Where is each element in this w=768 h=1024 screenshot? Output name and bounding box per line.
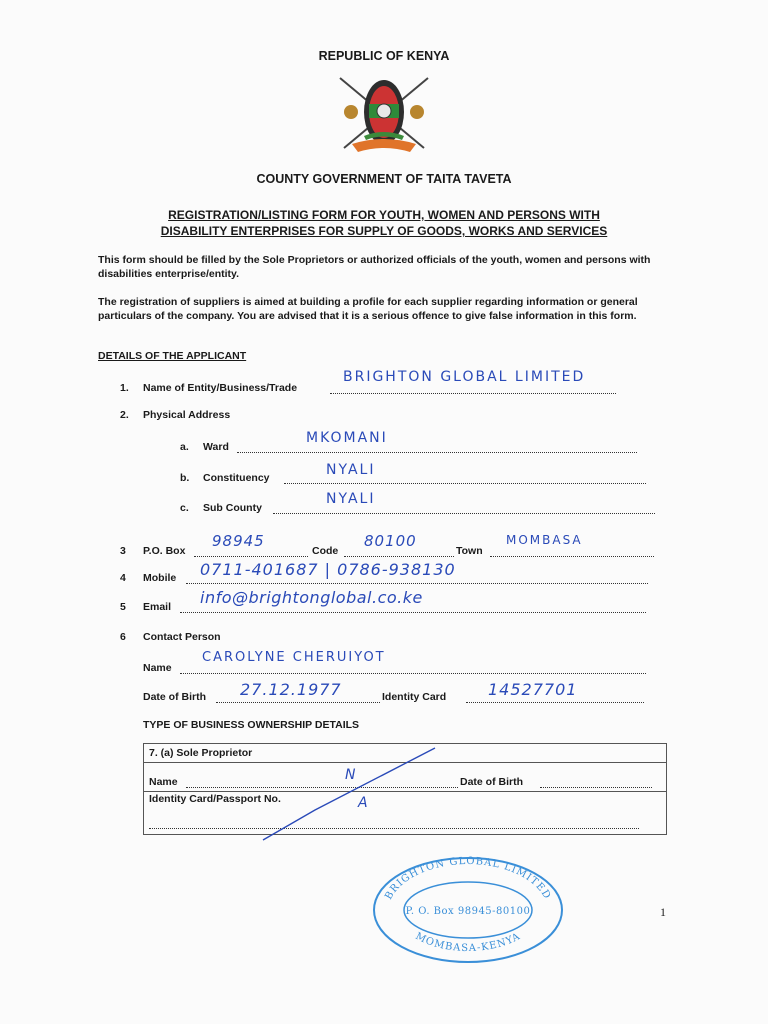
address-number: 2.: [120, 409, 129, 421]
applicant-section-heading: DETAILS OF THE APPLICANT: [98, 350, 247, 362]
identity-card-label: Identity Card: [382, 691, 447, 703]
subcounty-letter: c.: [180, 502, 189, 514]
dob-dotted-line: [216, 702, 380, 703]
coat-of-arms-icon: [318, 70, 450, 162]
mobile-number: 4: [120, 572, 126, 584]
form-title-line2: DISABILITY ENTERPRISES FOR SUPPLY OF GOODS, WORKS AND SERVICES: [160, 224, 608, 238]
ward-value[interactable]: MKOMANI: [306, 430, 388, 446]
code-value[interactable]: 80100: [364, 532, 417, 550]
entity-label: Name of Entity/Business/Trade: [143, 382, 298, 394]
town-label: Town: [456, 545, 483, 557]
subcounty-dotted-line: [273, 513, 655, 514]
stamp-top-text: BRIGHTON GLOBAL LIMITED: [383, 855, 553, 902]
county-heading: COUNTY GOVERNMENT OF TAITA TAVETA: [256, 172, 512, 186]
na-mark-a: A: [358, 795, 369, 811]
stamp-middle-text: P. O. Box 98945-80100: [405, 906, 531, 917]
code-label: Code: [312, 545, 339, 557]
email-number: 5: [120, 601, 126, 613]
identity-card-dotted-line: [466, 702, 644, 703]
email-label: Email: [143, 601, 172, 613]
identity-card-value[interactable]: 14527701: [488, 680, 578, 699]
not-applicable-strike-icon: [255, 740, 455, 845]
form-title-line1: REGISTRATION/LISTING FORM FOR YOUTH, WOMEN AND PERSONS WITH: [168, 208, 600, 222]
constituency-letter: b.: [180, 472, 190, 484]
address-label: Physical Address: [143, 409, 231, 421]
constituency-value[interactable]: NYALI: [326, 462, 376, 478]
entity-dotted-line: [330, 393, 616, 394]
po-number: 3: [120, 545, 126, 557]
ownership-heading: TYPE OF BUSINESS OWNERSHIP DETAILS: [143, 719, 360, 731]
intro-paragraph-2: The registration of suppliers is aimed at building a profile for each supplier regarding information or general particulars of the company. You are advised that it is a serious offence to give false information in this form.: [98, 296, 638, 322]
subcounty-value[interactable]: NYALI: [326, 491, 376, 507]
na-mark-n: N: [345, 767, 357, 783]
svg-text:MOMBASA-KENYA: [413, 931, 522, 954]
sole-id-label: Identity Card/Passport No.: [149, 793, 281, 805]
mobile-label: Mobile: [143, 572, 177, 584]
town-value[interactable]: MOMBASA: [506, 533, 583, 547]
page-number: 1: [660, 905, 666, 919]
dob-label: Date of Birth: [143, 691, 206, 703]
code-dotted-line: [344, 556, 454, 557]
constituency-label: Constituency: [203, 472, 270, 484]
sole-dob-dotted-line: [540, 787, 652, 788]
company-stamp-icon: [370, 852, 566, 964]
contact-name-dotted-line: [180, 673, 646, 674]
entity-number: 1.: [120, 382, 129, 394]
dob-value[interactable]: 27.12.1977: [240, 680, 342, 699]
sole-proprietor-label: 7. (a) Sole Proprietor: [149, 747, 253, 759]
svg-text:BRIGHTON GLOBAL LIMITED: [383, 856, 552, 902]
subcounty-label: Sub County: [203, 502, 262, 514]
town-dotted-line: [490, 556, 654, 557]
po-label: P.O. Box: [143, 545, 186, 557]
contact-label: Contact Person: [143, 631, 221, 643]
contact-number: 6: [120, 631, 126, 643]
email-dotted-line: [180, 612, 646, 613]
ward-label: Ward: [203, 441, 229, 453]
entity-value[interactable]: BRIGHTON GLOBAL LIMITED: [343, 369, 586, 385]
mobile-dotted-line: [186, 583, 648, 584]
contact-name-value[interactable]: CAROLYNE CHERUIYOT: [202, 650, 386, 665]
po-value[interactable]: 98945: [212, 532, 265, 550]
contact-name-label: Name: [143, 662, 172, 674]
sole-dob-label: Date of Birth: [460, 776, 523, 788]
intro-paragraph-1: This form should be filled by the Sole Proprietors or authorized officials of the youth, women and persons with disabilities enterprise/entity.: [98, 254, 651, 280]
constituency-dotted-line: [284, 483, 646, 484]
stamp-bottom-text: MOMBASA-KENYA: [413, 930, 523, 955]
country-heading: REPUBLIC OF KENYA: [318, 49, 450, 63]
ward-dotted-line: [237, 452, 637, 453]
sole-name-label: Name: [149, 776, 178, 788]
ward-letter: a.: [180, 441, 189, 453]
mobile-value[interactable]: 0711-401687 | 0786-938130: [200, 560, 456, 579]
email-value[interactable]: info@brightonglobal.co.ke: [200, 588, 423, 607]
po-dotted-line: [194, 556, 308, 557]
